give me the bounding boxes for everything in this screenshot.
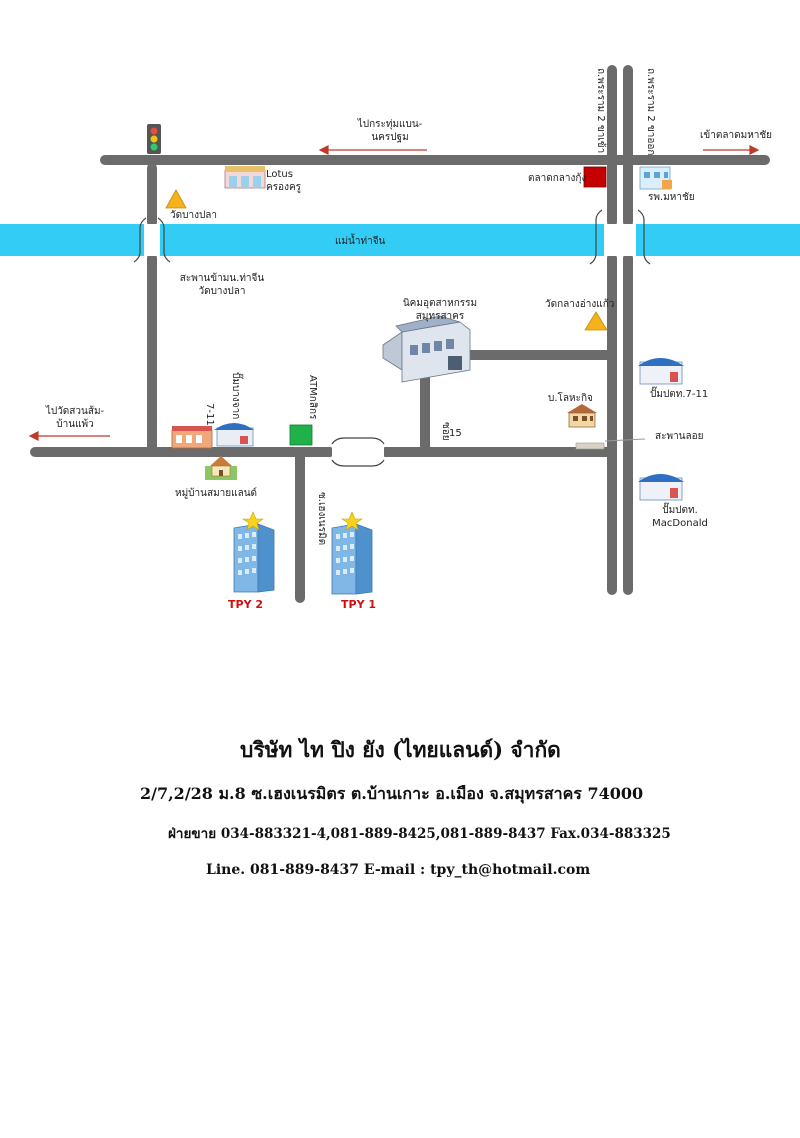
gas-station-icon — [214, 423, 254, 446]
lotus-store-icon — [225, 166, 265, 188]
label-bridge: สะพานข้ามน.ท่าจีน — [179, 273, 265, 284]
tpy2-building-icon — [234, 512, 274, 592]
label-ptt-711: ปั๊มปตท.7-11 — [650, 389, 709, 400]
label-atm: ATMกสิกร — [307, 375, 318, 420]
label-rama2-inbound: ถ.พระราม 2 ขาเข้า — [595, 68, 606, 154]
company-sales: ฝ่ายขาย 034-883321-4,081-889-8425,081-889-8437 Fax.034-883325 — [168, 826, 671, 842]
traffic-light-icon — [147, 124, 161, 154]
temple-triangle-icon — [166, 190, 186, 208]
label-seven-eleven: 7-11 — [204, 403, 215, 426]
label-industrial-samut-sakhon: สมุทรสาคร — [415, 311, 465, 322]
river — [0, 224, 800, 256]
label-tpy2: TPY 2 — [228, 598, 264, 611]
label-lotus: Lotus — [266, 169, 293, 180]
hospital-icon — [640, 167, 672, 189]
label-macdonald: MacDonald — [652, 518, 708, 529]
overpass — [576, 443, 604, 449]
label-to-mahachai-market: เข้าตลาดมหาชัย — [700, 130, 773, 141]
label-wat-bang-pla: วัดบางปลา — [170, 210, 218, 221]
label-bridge-wat-bang-pla: วัดบางปลา — [198, 286, 246, 297]
company-info — [140, 720, 671, 895]
label-village: หมู่บ้านสมายแลนด์ — [175, 488, 258, 499]
label-soi: ซอย — [440, 422, 451, 441]
label-tpy1: TPY 1 — [341, 598, 377, 611]
company-address: 2/7,2/28 ม.8 ซ.เฮงเนรมิตร ต.บ้านเกาะ อ.เมือง จ.สมุทรสาคร 74000 — [140, 784, 644, 803]
label-to-nakhon-pathom: นครปฐม — [371, 132, 409, 143]
company-contact: Line. 081-889-8437 E-mail : tpy_th@hotmail.com — [206, 862, 591, 878]
temple-triangle-icon — [585, 312, 607, 330]
label-industrial-estate: นิคมอุตสาหกรรม — [402, 298, 478, 309]
seven-eleven-store-icon — [172, 426, 212, 448]
label-soi-heng-neremit: ซ.เฮงเนรมิต — [316, 492, 327, 546]
office-building-icon — [567, 404, 597, 427]
label-mahachai-hospital: รพ.มหาชัย — [648, 192, 695, 203]
label-to-ban-phaeo: บ้านแพ้ว — [56, 419, 94, 430]
label-ptt: ปั๊มปตท. — [662, 505, 698, 516]
label-talad-klang-kung: ตลาดกลางกุ้ง — [528, 173, 587, 184]
gas-station-icon — [638, 474, 684, 500]
house-icon — [205, 456, 237, 480]
gas-station-icon — [638, 358, 684, 384]
atm-icon — [290, 425, 312, 445]
label-saphan-loi: สะพานลอย — [655, 431, 704, 442]
label-river: แม่น้ำท่าจีน — [335, 236, 386, 247]
factory-icon — [383, 316, 470, 382]
label-rama2-outbound: ถ.พระราม 2 ขาออก — [645, 68, 656, 156]
label-to-wat-suan-som: ไปวัดสวนส้ม- — [45, 406, 105, 417]
market-square-icon — [584, 167, 606, 187]
label-lotus-krongkru: ครองครู — [266, 182, 302, 193]
label-bor-lohakit: บ.โลหะกิจ — [548, 393, 593, 404]
label-soi-15: 15 — [449, 428, 462, 439]
label-wat-klang-ang-kaeo: วัดกลางอ่างแก้ว — [545, 299, 615, 310]
tpy1-building-icon — [332, 512, 372, 594]
label-pump-bangchak: ปั๊มบางจาก — [230, 372, 241, 420]
label-to-krathum-baen: ไปกระทุ่มแบน- — [357, 119, 423, 130]
company-name: บริษัท ไท ปิง ยัง (ไทยแลนด์) จำกัด — [240, 737, 561, 762]
